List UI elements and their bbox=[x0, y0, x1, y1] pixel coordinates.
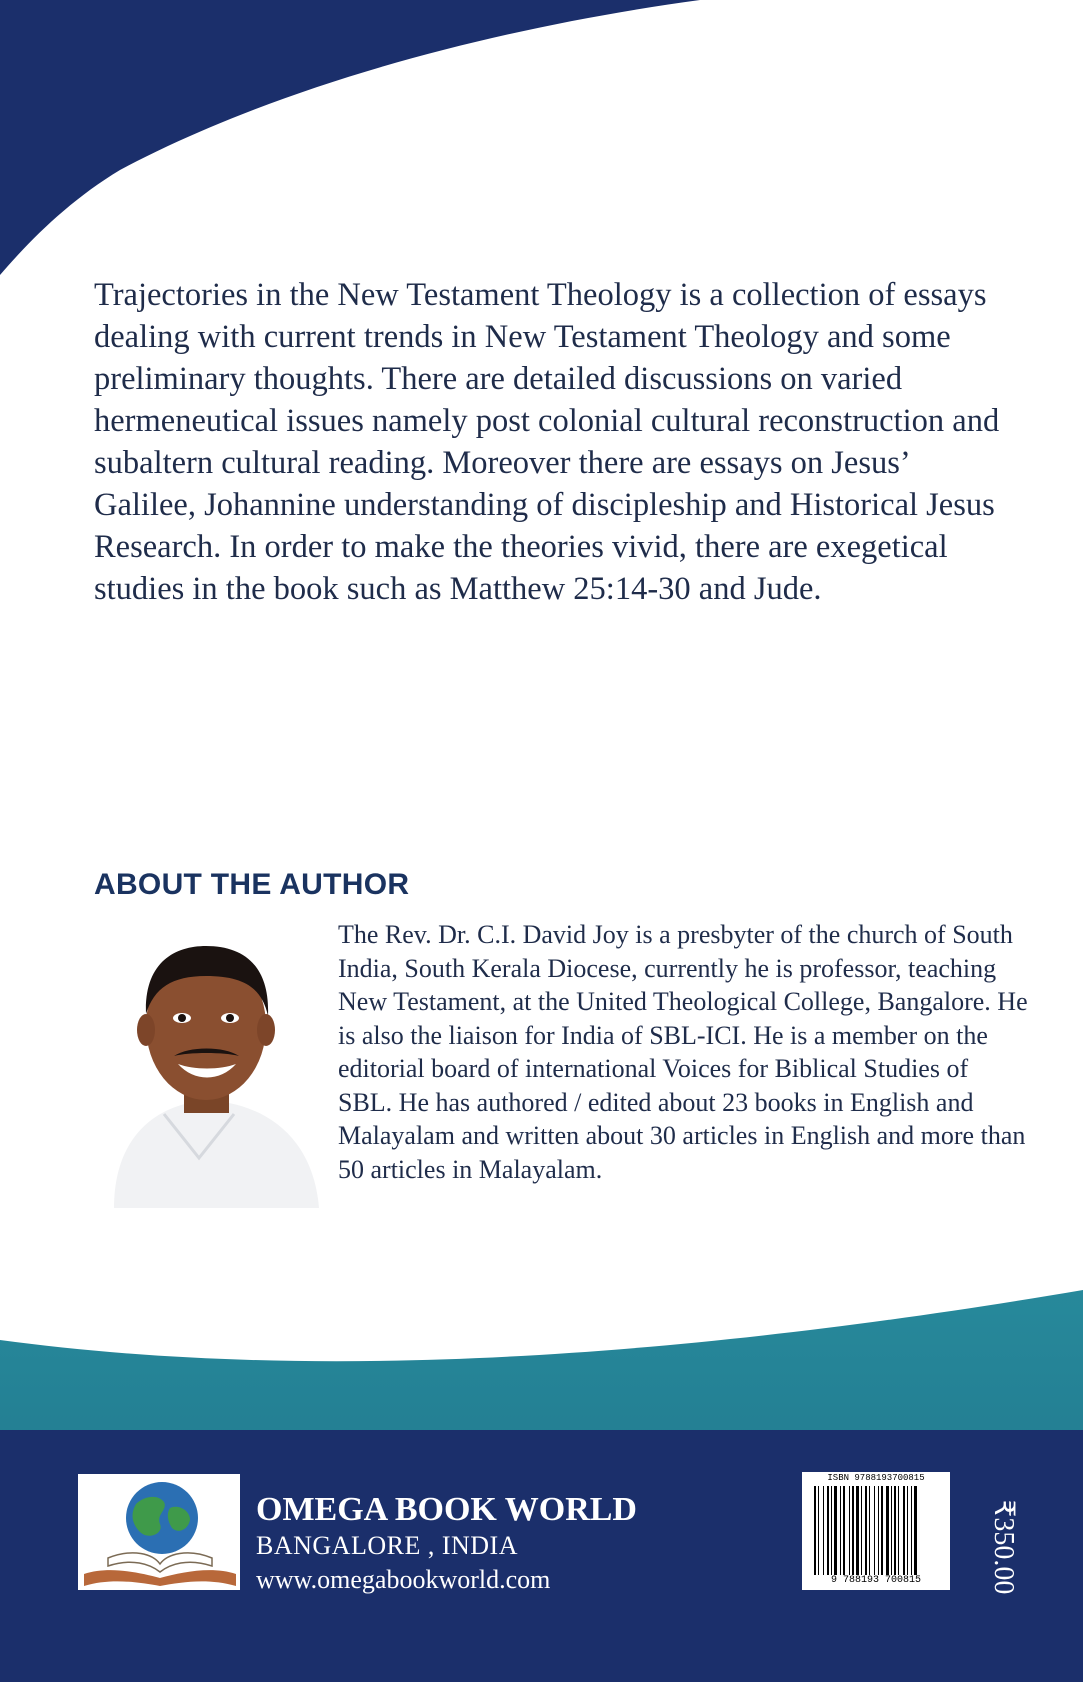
barcode-bar bbox=[818, 1486, 819, 1578]
author-photo bbox=[94, 918, 324, 1208]
about-author-heading: ABOUT THE AUTHOR bbox=[94, 868, 410, 901]
isbn-barcode bbox=[802, 1472, 950, 1590]
barcode-bar bbox=[878, 1486, 879, 1578]
barcode-bar bbox=[852, 1486, 854, 1578]
barcode-bar bbox=[861, 1486, 862, 1578]
barcode-bar bbox=[894, 1486, 896, 1578]
publisher-name: OMEGA BOOK WORLD bbox=[256, 1491, 637, 1528]
barcode-bar bbox=[843, 1486, 845, 1578]
barcode-bar bbox=[898, 1486, 899, 1578]
barcode-bar bbox=[874, 1486, 875, 1578]
barcode-bar bbox=[814, 1486, 816, 1578]
book-description: Trajectories in the New Testament Theology is a collection of essays dealing with current trends in New Testament Theology and some preliminary thoughts. There are detailed discussions on varied hermeneutical issues namely post colonial cultural reconstruction and subaltern cultural reading. Moreover there are essays on Jesus’ Galilee, Johannine understanding of discipleship and Historical Jesus Research. In order to make the theories vivid, there are exegetical studies in the book such as Matthew 25:14-30 and Jude. bbox=[94, 277, 1000, 607]
barcode-digits: 9 788193 700815 bbox=[805, 1575, 947, 1586]
isbn-label: ISBN 9788193700815 bbox=[827, 1473, 925, 1483]
price-label: ₹350.00 bbox=[988, 1499, 1019, 1595]
author-bio: The Rev. Dr. C.I. David Joy is a presbyter of the church of South India, South Kerala Diocese, currently he is professor, teaching New Testament, at the United Theological College, Bangalore. He is also the liaison for India of SBL-ICI. He is a member on the editorial board of international Voices for Biblical Studies of SBL. He has authored / edited about 23 books in English and Malayalam and written about 30 articles in English and more than 50 articles in Malayalam. bbox=[338, 920, 1028, 1184]
barcode-bar bbox=[856, 1486, 859, 1578]
barcode-bar bbox=[886, 1486, 889, 1578]
barcode-bar bbox=[869, 1486, 870, 1578]
publisher-logo bbox=[78, 1474, 240, 1590]
barcode-bar bbox=[849, 1486, 850, 1578]
barcode-bar bbox=[840, 1486, 841, 1578]
barcode-bar bbox=[881, 1486, 883, 1578]
barcode-bar bbox=[834, 1486, 837, 1578]
globe-book-icon bbox=[78, 1474, 240, 1590]
barcode-bar bbox=[903, 1486, 905, 1578]
barcode-bar bbox=[823, 1486, 824, 1578]
publisher-website-link[interactable]: www.omegabookworld.com bbox=[256, 1565, 551, 1594]
barcode-bar bbox=[827, 1486, 829, 1578]
barcode-bars bbox=[814, 1486, 938, 1578]
barcode-bar bbox=[831, 1486, 832, 1578]
top-navy-swoosh bbox=[0, 0, 700, 275]
barcode-bar bbox=[914, 1486, 917, 1578]
barcode-bar bbox=[891, 1486, 892, 1578]
barcode-bar bbox=[865, 1486, 867, 1578]
publisher-city: BANGALORE , INDIA bbox=[256, 1531, 518, 1560]
barcode-bar bbox=[911, 1486, 912, 1578]
barcode-bar bbox=[907, 1486, 908, 1578]
